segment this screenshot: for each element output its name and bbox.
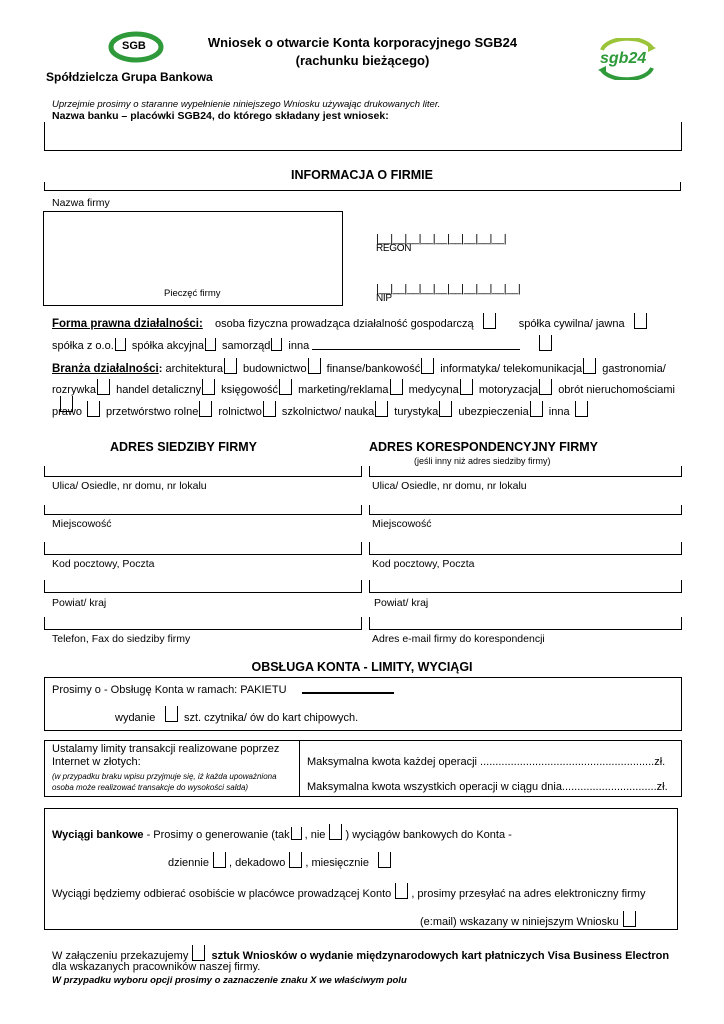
legal-form-partnership-checkbox[interactable] [634, 313, 647, 329]
readers-quantity-checkbox[interactable] [165, 706, 178, 722]
statements-row-3 [52, 883, 645, 900]
industry-insurance-checkbox[interactable] [530, 401, 543, 417]
statements-label: Wyciągi bankowe [52, 829, 144, 841]
stamp-label: Pieczęć firmy [164, 288, 221, 299]
industry-education: szkolnictwo/ nauka [281, 406, 375, 418]
statements-row-2 [168, 852, 394, 869]
corr-postcode-field[interactable] [369, 542, 682, 555]
nip-grid: |__|__|__|__|__|__|__|__|__|__| [376, 283, 521, 295]
industry-other: inna [548, 406, 570, 418]
regon-label: REGON [376, 243, 412, 254]
legal-form-other-field[interactable] [312, 339, 520, 350]
statements-pickup-checkbox[interactable] [395, 883, 408, 899]
form-title-line2: (rachunku bieżącego) [295, 53, 430, 68]
hq-street-field[interactable] [44, 466, 362, 477]
form-title-line1: Wniosek o otwarcie Konta korporacyjnego SGB24 [207, 35, 518, 50]
industry-tourism-checkbox[interactable] [439, 401, 452, 417]
industry-real-estate: obrót nieruchomościami [558, 384, 675, 396]
hq-county-field[interactable] [44, 580, 362, 593]
regon-grid: |__|__|__|__|__|__|__|__|__| [376, 233, 507, 245]
company-name-label: Nazwa firmy [52, 197, 110, 209]
industry-row-3 [52, 401, 682, 418]
statements-email-send: , prosimy przesyłać na adres elektroniczny firmy [411, 888, 646, 900]
company-section-title: INFORMACJA O FIRMIE [291, 168, 433, 182]
statements-yes-checkbox[interactable] [291, 827, 302, 840]
industry-architecture-checkbox[interactable] [224, 358, 237, 374]
industry-gastronomy: gastronomia/ [602, 363, 666, 375]
hq-county-label: Powiat/ kraj [52, 597, 107, 609]
hq-phone-label: Telefon, Fax do siedziby firmy [52, 633, 191, 645]
legal-form-jsc-checkbox[interactable] [205, 338, 216, 351]
statements-pickup: Wyciągi będziemy odbierać osobiście w placówce prowadzącej Konto [52, 888, 392, 900]
industry-agriculture: rolnictwo [218, 406, 262, 418]
industry-finance-checkbox[interactable] [421, 358, 434, 374]
nip-field[interactable] [376, 283, 521, 304]
statements-no-checkbox[interactable] [329, 824, 342, 840]
sgb24-logo-text: sgb24 [600, 50, 647, 67]
statements-row-1 [52, 824, 512, 841]
readers-text: szt. czytnika/ ów do kart chipowych. [184, 712, 359, 724]
issue-text: wydanie [115, 712, 156, 724]
legal-form-other-checkbox[interactable] [539, 335, 552, 351]
limits-text: Ustalamy limity transakcji realizowane poprzez Internet w złotych: [52, 743, 280, 768]
statements-email-address: (e:mail) wskazany w niniejszym Wniosku [420, 916, 619, 928]
industry-accounting: księgowość [221, 384, 279, 396]
corr-city-label: Miejscowość [372, 518, 432, 530]
corr-county-label: Powiat/ kraj [374, 597, 429, 609]
corr-address-note: (jeśli inny niż adres siedziby firmy) [414, 456, 551, 466]
corr-street-field[interactable] [369, 466, 682, 477]
hq-street-label: Ulica/ Osiedle, nr domu, nr lokalu [52, 480, 207, 492]
statements-rest: ) wyciągów bankowych do Konta - [345, 829, 512, 841]
bank-branch-label: Nazwa banku – placówki SGB24, do którego składany jest wniosek: [52, 110, 389, 122]
statements-daily-checkbox[interactable] [213, 852, 226, 868]
footer-note: W przypadku wyboru opcji prosimy o zaznaczenie znaku X we właściwym polu [52, 975, 407, 986]
industry-insurance: ubezpieczenia [458, 406, 529, 418]
industry-automotive-checkbox[interactable] [539, 379, 552, 395]
attachments-count-checkbox[interactable] [192, 945, 205, 961]
industry-entertainment-checkbox[interactable] [97, 379, 110, 395]
industry-agriculture-checkbox[interactable] [263, 401, 276, 417]
nip-label: NIP [376, 293, 392, 304]
industry-other-checkbox[interactable] [575, 401, 588, 417]
corr-city-field[interactable] [369, 505, 682, 515]
instruction-text: Uprzejmie prosimy o staranne wypełnienie niniejszego Wniosku używając drukowanych liter. [52, 99, 441, 110]
regon-field[interactable] [376, 233, 506, 254]
industry-medicine: medycyna [408, 384, 459, 396]
hq-phone-field[interactable] [44, 617, 362, 630]
statements-monthly-checkbox[interactable] [378, 852, 391, 868]
industry-automotive: motoryzacja [478, 384, 539, 396]
industry-marketing-checkbox[interactable] [390, 379, 403, 395]
package-text: Prosimy o - Obsługę Konta w ramach: PAKIETU [52, 684, 287, 696]
legal-form-label: Forma prawna działalności: [52, 318, 203, 330]
industry-finance: finanse/bankowość [326, 363, 421, 375]
legal-form-row-2 [52, 335, 672, 352]
hq-postcode-label: Kod pocztowy, Poczta [52, 558, 155, 570]
industry-row-1: Branża działalności: architektura budownictwo finanse/bankowość informatyka/ telekomunikacja gastronomia/ [52, 358, 682, 375]
corr-email-label: Adres e-mail firmy do korespondencji [372, 633, 545, 645]
form-title [150, 34, 575, 70]
statements-monthly: , miesięcznie [305, 857, 369, 869]
max-daily-operations[interactable]: Maksymalna kwota wszystkich operacji w ciągu dnia...............................zł. [307, 781, 668, 793]
legal-form-partnership: spółka cywilna/ jawna [518, 318, 625, 330]
statements-tenday-checkbox[interactable] [289, 852, 302, 868]
attachments-start: W załączeniu przekazujemy [52, 950, 189, 962]
statements-no: , nie [304, 829, 326, 841]
company-stamp-box[interactable] [43, 211, 343, 306]
legal-form-sole-trader: osoba fizyczna prowadząca działalność gospodarczą [214, 318, 474, 330]
service-section-title: OBSŁUGA KONTA - LIMITY, WYCIĄGI [251, 660, 473, 674]
industry-retail-checkbox[interactable] [202, 379, 215, 395]
bank-branch-field[interactable] [44, 122, 682, 151]
sgb24-logo [592, 38, 662, 80]
industry-it: informatyka/ telekomunikacja [440, 363, 583, 375]
attachments-end: dla wskazanych pracowników naszej firmy. [52, 961, 261, 973]
industry-law-checkbox[interactable] [87, 401, 100, 417]
industry-construction: budownictwo [243, 363, 307, 375]
industry-education-checkbox[interactable] [375, 401, 388, 417]
legal-form-llc: spółka z o.o. [52, 340, 114, 352]
attachments-row [52, 945, 669, 962]
hq-city-label: Miejscowość [52, 518, 112, 530]
corr-county-field[interactable] [369, 580, 682, 593]
legal-form-llc-checkbox[interactable] [115, 338, 126, 351]
industry-retail: handel detaliczny [116, 384, 202, 396]
statements-daily: dziennie [168, 857, 209, 869]
max-single-operation[interactable]: Maksymalna kwota każdej operacji .........................................................zł. [307, 756, 666, 768]
industry-tourism: turystyka [394, 406, 439, 418]
hq-address-title: ADRES SIEDZIBY FIRMY [110, 440, 258, 454]
legal-form-municipal: samorząd [222, 340, 271, 352]
legal-form-other: inna [288, 340, 310, 352]
statements-tenday: , dekadowo [229, 857, 286, 869]
industry-medicine-checkbox[interactable] [460, 379, 473, 395]
industry-label: Branża działalności [52, 363, 159, 375]
industry-agri-processing: przetwórstwo rolne [106, 406, 199, 418]
statements-email-checkbox[interactable] [623, 911, 636, 927]
corr-email-field[interactable] [369, 617, 682, 630]
legal-form-municipal-checkbox[interactable] [271, 338, 282, 351]
industry-marketing: marketing/reklama [298, 384, 389, 396]
corr-address-title: ADRES KORESPONDENCYJNY FIRMY [369, 440, 598, 454]
legal-form-jsc: spółka akcyjna [131, 340, 204, 352]
limits-note: (w przypadku braku wpisu przyjmuje się, iż każda upoważniona osoba może realizować transakcje do wysokości salda) [52, 772, 277, 792]
industry-law: prawo [52, 406, 82, 418]
hq-city-field[interactable] [44, 505, 362, 515]
legal-form-sole-trader-checkbox[interactable] [483, 313, 496, 329]
attachments-bold: sztuk Wniosków o wydanie międzynarodowych kart płatniczych Visa Business Electron [211, 950, 670, 962]
industry-construction-checkbox[interactable] [308, 358, 321, 374]
industry-entertainment: rozrywka [52, 384, 97, 396]
legal-form-row-1 [52, 313, 672, 330]
statements-row-4 [420, 911, 639, 928]
corr-street-label: Ulica/ Osiedle, nr domu, nr lokalu [372, 480, 527, 492]
industry-it-checkbox[interactable] [583, 358, 596, 374]
industry-architecture: architektura [165, 363, 223, 375]
industry-agri-processing-checkbox[interactable] [199, 401, 212, 417]
sgb-logo-text: SGB [122, 40, 146, 52]
industry-accounting-checkbox[interactable] [279, 379, 292, 395]
statements-intro: - Prosimy o generowanie (tak [146, 829, 290, 841]
package-field[interactable] [302, 692, 394, 694]
hq-postcode-field[interactable] [44, 542, 362, 555]
bank-group-name: Spółdzielcza Grupa Bankowa [46, 70, 213, 84]
corr-postcode-label: Kod pocztowy, Poczta [372, 558, 475, 570]
